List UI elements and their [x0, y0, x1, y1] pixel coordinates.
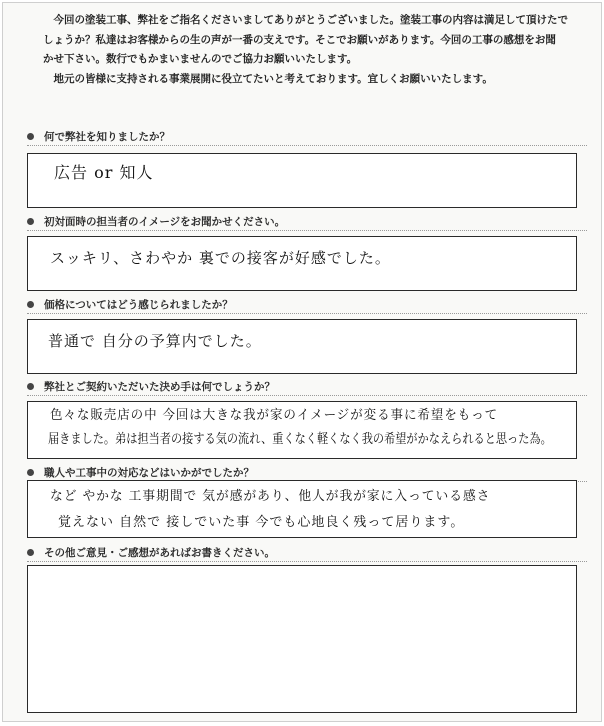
question-label: 初対面時の担当者のイメージをお聞かせください。: [44, 216, 286, 228]
handwritten-answer: 色々な販売店の中 今回は大きな我が家のイメージが変る事に希望をもって: [50, 408, 499, 423]
survey-sheet: [2, 2, 602, 722]
handwritten-answer: 普通で 自分の予算内でした。: [48, 332, 262, 350]
answer-box-deciding-factor: [27, 401, 577, 459]
answer-box-other-comments: [27, 565, 577, 713]
question-price: [27, 297, 233, 312]
divider: [27, 395, 587, 396]
bullet-icon: [27, 549, 34, 556]
question-first-impression: [27, 214, 285, 229]
question-deciding-factor: [27, 379, 275, 394]
intro-line: 地元の皆様に支持される事業展開に役立てたいと考えております。宜しくお願いいたします。: [53, 72, 493, 85]
intro-line: かせ下さい。数行でもかまいませんのでご協力お願いいたします。: [43, 53, 358, 65]
divider: [27, 145, 587, 146]
question-label: その他ご意見・ご感想があればお書きください。: [44, 547, 275, 559]
answer-box-price: [27, 319, 577, 374]
handwritten-answer: など やかな 工事期間で 気が感があり、他人が我が家に入っている感さ: [50, 489, 491, 504]
handwritten-answer: 届きました。弟は担当者の接する気の流れ、重くなく軽くなく我の希望がかなえられると思った為。: [48, 432, 552, 447]
question-other-comments: [27, 545, 275, 560]
intro-line: しょうか？私達はお客様からの生の声が一番の支えです。そこでお願いがあります。今回の工事の感想をお聞: [43, 33, 556, 46]
intro-line: 今回の塗装工事、弊社をご指名くださいましてありがとうございました。塗装工事の内容は満足して頂けたで: [53, 14, 568, 26]
answer-box-craftsmen: [27, 480, 577, 538]
question-label: 価格についてはどう感じられましたか？: [44, 299, 233, 311]
bullet-icon: [27, 469, 34, 476]
intro-text: [43, 11, 591, 89]
question-label: 何で弊社を知りましたか？: [44, 131, 170, 143]
answer-box-first-impression: [27, 236, 577, 291]
bullet-icon: [27, 218, 34, 225]
divider: [27, 313, 587, 314]
handwritten-answer: スッキリ、さわやか 裏での接客が好感でした。: [50, 249, 391, 267]
handwritten-answer: 覚えない 自然で 接しでいた事 今でも心地良く残って居ります。: [58, 515, 465, 530]
question-craftsmen: [27, 465, 254, 480]
question-how-known: [27, 129, 170, 144]
question-label: 職人や工事中の対応などはいかがでしたか？: [44, 467, 254, 479]
question-label: 弊社とご契約いただいた決め手は何でしょうか？: [44, 381, 275, 393]
bullet-icon: [27, 301, 34, 308]
handwritten-answer: 広告 or 知人: [54, 163, 154, 182]
divider: [27, 230, 587, 231]
bullet-icon: [27, 133, 34, 140]
divider: [27, 561, 587, 562]
answer-box-how-known: [27, 153, 577, 208]
bullet-icon: [27, 383, 34, 390]
